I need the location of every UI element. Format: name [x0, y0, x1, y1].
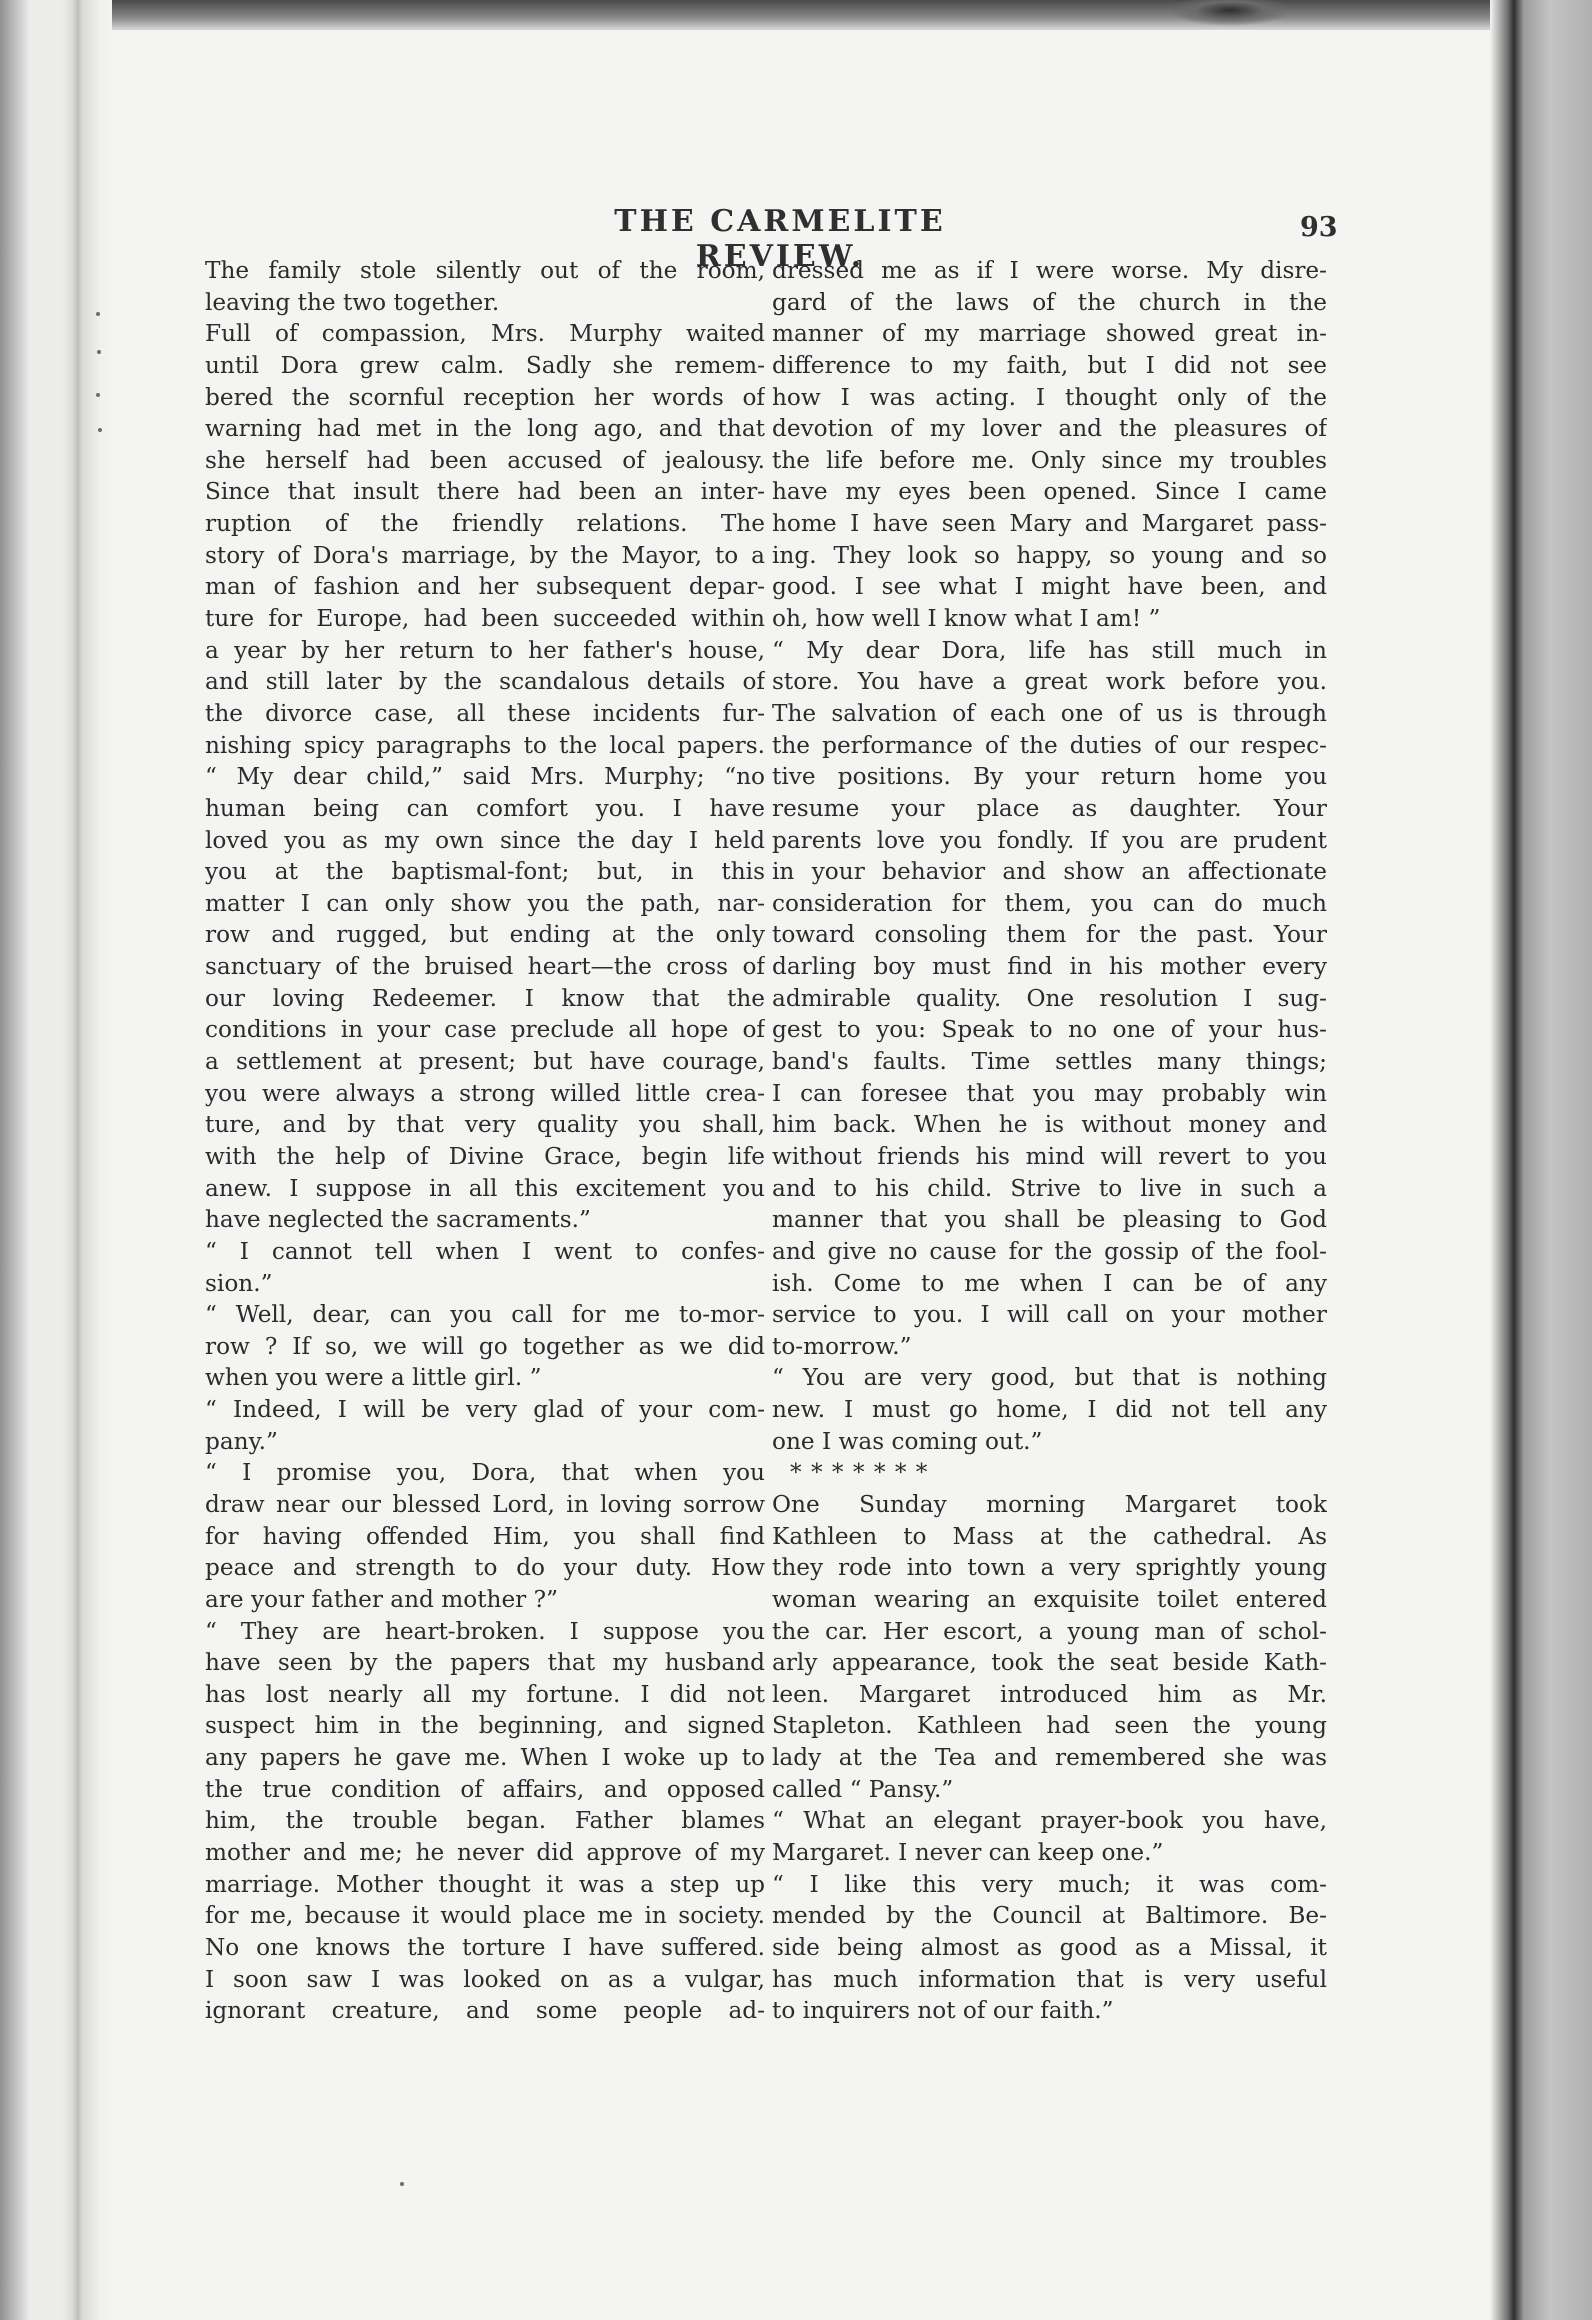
text-line: matter I can only show you the path, nar-: [205, 889, 765, 917]
text-line: Since that insult there had been an inter-: [205, 478, 765, 506]
text-line: you were always a strong willed little crea-: [205, 1079, 765, 1107]
text-line: him, the trouble began. Father blames: [205, 1807, 765, 1835]
text-line: dressed me as if I were worse. My disre-: [772, 257, 1327, 284]
text-line: difference to my faith, but I did not see: [772, 351, 1327, 379]
text-line: ignorant creature, and some people ad-: [205, 1997, 765, 2025]
text-line: she herself had been accused of jealousy.: [205, 446, 765, 474]
text-line: parents love you fondly. If you are prudent: [772, 826, 1327, 854]
text-line: arly appearance, took the seat beside Kath-: [772, 1649, 1327, 1677]
text-line: lady at the Tea and remembered she was: [772, 1744, 1327, 1772]
text-line: row ? If so, we will go together as we did: [205, 1332, 765, 1360]
text-line: draw near our blessed Lord, in loving sorrow: [205, 1490, 765, 1518]
text-line: ish. Come to me when I can be of any: [772, 1269, 1327, 1297]
text-line: Full of compassion, Mrs. Murphy waited: [205, 320, 765, 348]
text-line: a settlement at present; but have courage,: [205, 1048, 765, 1076]
text-line: sion.”: [205, 1269, 273, 1297]
text-line: ture for Europe, had been succeeded within: [205, 605, 765, 633]
text-line: darling boy must find in his mother every: [772, 953, 1327, 981]
text-line: Margaret. I never can keep one.”: [772, 1839, 1164, 1867]
text-line: home I have seen Mary and Margaret pass-: [772, 510, 1327, 538]
section-break-asterisks: * * * * * * *: [790, 1459, 929, 1487]
text-line: for having offended Him, you shall find: [205, 1522, 765, 1550]
text-line: I soon saw I was looked on as a vulgar,: [205, 1965, 765, 1993]
text-line: to-morrow.”: [772, 1332, 912, 1360]
text-line: story of Dora's marriage, by the Mayor, to a: [205, 541, 765, 569]
text-line: the divorce case, all these incidents fur-: [205, 699, 765, 727]
text-line: until Dora grew calm. Sadly she remem-: [205, 351, 765, 379]
text-line: leen. Margaret introduced him as Mr.: [772, 1680, 1327, 1708]
speck: [97, 350, 101, 354]
text-line: loved you as my own since the day I held: [205, 826, 765, 854]
text-line: manner that you shall be pleasing to God: [772, 1206, 1327, 1234]
text-line: ture, and by that very quality you shall,: [205, 1111, 765, 1139]
speck: [96, 393, 100, 397]
text-line: any papers he gave me. When I woke up to: [205, 1744, 765, 1772]
text-line: “ They are heart-broken. I suppose you: [205, 1617, 765, 1645]
text-line: and still later by the scandalous details of: [205, 668, 765, 696]
text-line: consideration for them, you can do much: [772, 889, 1327, 917]
speck: [400, 2182, 404, 2186]
text-line: gest to you: Speak to no one of your hus-: [772, 1016, 1327, 1044]
text-line: the life before me. Only since my troubles: [772, 446, 1327, 474]
text-line: the true condition of affairs, and opposed: [205, 1775, 765, 1803]
speck: [96, 312, 100, 316]
text-line: ing. They look so happy, so young and so: [772, 541, 1327, 569]
right-text-column: [772, 255, 1327, 2027]
text-line: mended by the Council at Baltimore. Be-: [772, 1902, 1327, 1930]
text-line: devotion of my lover and the pleasures of: [772, 415, 1327, 443]
text-line: with the help of Divine Grace, begin life: [205, 1142, 765, 1170]
text-line: admirable quality. One resolution I sug-: [772, 984, 1327, 1012]
scan-left-gutter: [0, 0, 112, 2320]
text-line: Stapleton. Kathleen had seen the young: [772, 1712, 1327, 1740]
text-line: human being can comfort you. I have: [205, 794, 765, 822]
text-line: without friends his mind will revert to you: [772, 1142, 1327, 1170]
text-line: has lost nearly all my fortune. I did not: [205, 1680, 765, 1708]
text-line: row and rugged, but ending at the only: [205, 921, 765, 949]
text-line: called “ Pansy.”: [772, 1775, 954, 1803]
text-line: are your father and mother ?”: [205, 1585, 558, 1613]
text-line: when you were a little girl. ”: [205, 1364, 542, 1392]
text-line: warning had met in the long ago, and that: [205, 415, 765, 443]
text-line: I can foresee that you may probably win: [772, 1079, 1327, 1107]
text-line: good. I see what I might have been, and: [772, 573, 1327, 601]
scan-stain: [1170, 0, 1290, 26]
text-line: “ I cannot tell when I went to confes-: [205, 1237, 765, 1265]
text-line: band's faults. Time settles many things;: [772, 1048, 1327, 1076]
text-line: The family stole silently out of the room,: [205, 257, 765, 284]
text-line: man of fashion and her subsequent depar-: [205, 573, 765, 601]
text-line: in your behavior and show an affectionate: [772, 858, 1327, 886]
text-line: to inquirers not of our faith.”: [772, 1997, 1114, 2025]
text-line: side being almost as good as a Missal, it: [772, 1933, 1327, 1961]
text-line: “ I like this very much; it was com-: [772, 1870, 1327, 1898]
text-line: “ My dear Dora, life has still much in: [772, 636, 1327, 664]
text-line: store. You have a great work before you.: [772, 668, 1327, 696]
text-line: conditions in your case preclude all hope of: [205, 1016, 765, 1044]
text-line: “ Indeed, I will be very glad of your com-: [205, 1396, 765, 1424]
text-line: toward consoling them for the past. Your: [772, 921, 1327, 949]
text-line: leaving the two together.: [205, 288, 500, 316]
text-line: service to you. I will call on your mother: [772, 1301, 1327, 1329]
text-line: have neglected the sacraments.”: [205, 1206, 591, 1234]
text-line: a year by her return to her father's house,: [205, 636, 765, 664]
text-line: manner of my marriage showed great in-: [772, 320, 1327, 348]
text-line: sanctuary of the bruised heart—the cross of: [205, 953, 765, 981]
text-line: “ My dear child,” said Mrs. Murphy; “no: [205, 763, 765, 791]
text-line: the car. Her escort, a young man of schol-: [772, 1617, 1327, 1645]
text-line: The salvation of each one of us is through: [772, 699, 1327, 727]
text-line: one I was coming out.”: [772, 1427, 1043, 1455]
text-line: “ Well, dear, can you call for me to-mor-: [205, 1301, 765, 1329]
text-line: new. I must go home, I did not tell any: [772, 1396, 1327, 1424]
text-line: they rode into town a very sprightly young: [772, 1554, 1327, 1582]
page-header-title: THE CARMELITE REVIEW.: [614, 204, 946, 274]
text-line: resume your place as daughter. Your: [772, 794, 1327, 822]
scan-top-shadow: [0, 0, 1592, 30]
text-line: you at the baptismal-font; but, in this: [205, 858, 765, 886]
text-line: and give no cause for the gossip of the fool-: [772, 1237, 1327, 1265]
text-line: One Sunday morning Margaret took: [772, 1490, 1327, 1518]
text-line: woman wearing an exquisite toilet entered: [772, 1585, 1327, 1613]
text-line: the performance of the duties of our respec-: [772, 731, 1327, 759]
text-line: have seen by the papers that my husband: [205, 1649, 765, 1677]
text-line: “ What an elegant prayer-book you have,: [772, 1807, 1327, 1835]
text-line: and to his child. Strive to live in such a: [772, 1174, 1327, 1202]
text-line: No one knows the torture I have suffered.: [205, 1933, 765, 1961]
text-line: gard of the laws of the church in the: [772, 288, 1327, 316]
text-line: suspect him in the beginning, and signed: [205, 1712, 765, 1740]
text-line: anew. I suppose in all this excitement you: [205, 1174, 765, 1202]
text-line: mother and me; he never did approve of my: [205, 1839, 765, 1867]
left-text-column: [205, 255, 765, 2027]
text-line: our loving Redeemer. I know that the: [205, 984, 765, 1012]
text-line: “ You are very good, but that is nothing: [772, 1364, 1327, 1392]
speck: [98, 428, 102, 432]
page-number: 93: [1300, 212, 1338, 243]
text-line: ruption of the friendly relations. The: [205, 510, 765, 538]
text-line: peace and strength to do your duty. How: [205, 1554, 765, 1582]
text-line: have my eyes been opened. Since I came: [772, 478, 1327, 506]
text-line: oh, how well I know what I am! ”: [772, 605, 1161, 633]
text-line: how I was acting. I thought only of the: [772, 383, 1327, 411]
text-line: has much information that is very useful: [772, 1965, 1327, 1993]
text-line: Kathleen to Mass at the cathedral. As: [772, 1522, 1327, 1550]
text-line: nishing spicy paragraphs to the local papers.: [205, 731, 765, 759]
scan-right-edge: [1490, 0, 1592, 2320]
text-line: him back. When he is without money and: [772, 1111, 1327, 1139]
text-line: marriage. Mother thought it was a step up: [205, 1870, 765, 1898]
text-line: “ I promise you, Dora, that when you: [205, 1459, 765, 1487]
text-line: pany.”: [205, 1427, 278, 1455]
text-line: for me, because it would place me in society.: [205, 1902, 765, 1930]
text-line: tive positions. By your return home you: [772, 763, 1327, 791]
text-line: bered the scornful reception her words of: [205, 383, 765, 411]
